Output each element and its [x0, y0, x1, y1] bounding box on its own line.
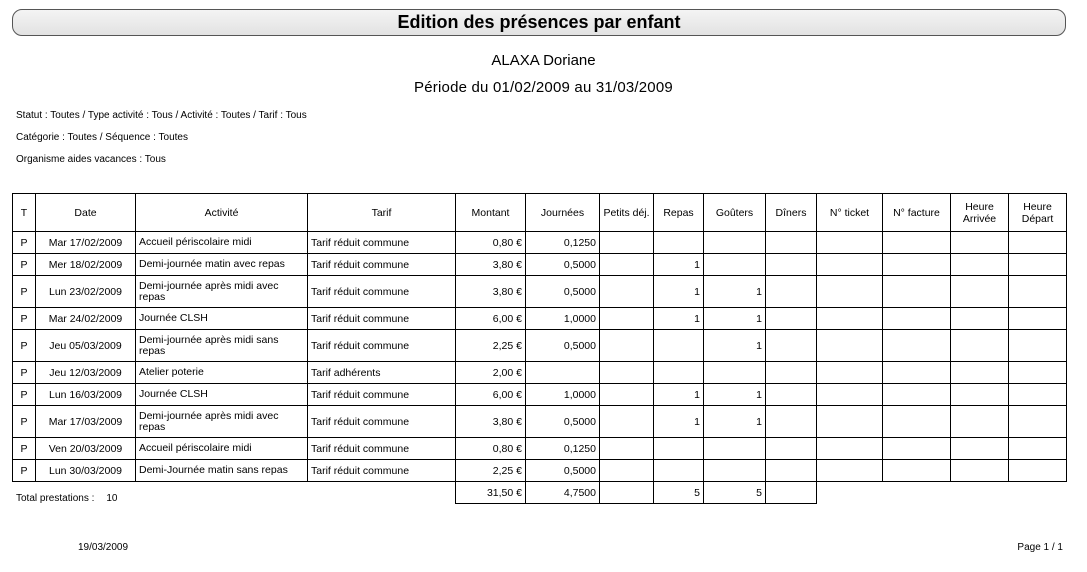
- cell-repas: 1: [654, 254, 704, 276]
- col-header-repas: Repas: [654, 194, 704, 232]
- cell-date: Jeu 12/03/2009: [36, 362, 136, 384]
- cell-petits-dej: [600, 276, 654, 308]
- cell-facture: [883, 232, 951, 254]
- col-header-tarif: Tarif: [308, 194, 456, 232]
- cell-date: Lun 30/03/2009: [36, 460, 136, 482]
- cell-gouters: [704, 460, 766, 482]
- cell-repas: 1: [654, 406, 704, 438]
- col-header-montant: Montant: [456, 194, 526, 232]
- cell-repas: [654, 438, 704, 460]
- cell-tarif: Tarif adhérents: [308, 362, 456, 384]
- cell-arrivee: [951, 276, 1009, 308]
- totals-spacer-right: [817, 482, 1067, 504]
- cell-diners: [766, 330, 817, 362]
- cell-ticket: [817, 254, 883, 276]
- cell-diners: [766, 254, 817, 276]
- cell-arrivee: [951, 254, 1009, 276]
- footer-date: 19/03/2009: [78, 542, 129, 553]
- cell-repas: [654, 232, 704, 254]
- cell-journees: 0,5000: [526, 460, 600, 482]
- cell-activite: Accueil périscolaire midi: [136, 232, 308, 254]
- cell-gouters: 1: [704, 330, 766, 362]
- cell-tarif: Tarif réduit commune: [308, 330, 456, 362]
- table-row: [13, 308, 1067, 330]
- cell-facture: [883, 308, 951, 330]
- cell-depart: [1009, 460, 1067, 482]
- cell-activite: Demi-Journée matin sans repas: [136, 460, 308, 482]
- cell-date: Ven 20/03/2009: [36, 438, 136, 460]
- cell-depart: [1009, 438, 1067, 460]
- cell-date: Mar 17/02/2009: [36, 232, 136, 254]
- cell-type: P: [13, 460, 36, 482]
- totals-row: [13, 482, 1067, 504]
- cell-arrivee: [951, 438, 1009, 460]
- cell-type: P: [13, 232, 36, 254]
- cell-arrivee: [951, 460, 1009, 482]
- cell-montant: 6,00 €: [456, 384, 526, 406]
- cell-tarif: Tarif réduit commune: [308, 232, 456, 254]
- total-montant: 31,50 €: [456, 482, 526, 504]
- cell-montant: 0,80 €: [456, 232, 526, 254]
- cell-depart: [1009, 362, 1067, 384]
- cell-date: Mar 17/03/2009: [36, 406, 136, 438]
- cell-diners: [766, 232, 817, 254]
- cell-gouters: 1: [704, 406, 766, 438]
- cell-activite: Demi-journée matin avec repas: [136, 254, 308, 276]
- table-row: [13, 460, 1067, 482]
- cell-diners: [766, 460, 817, 482]
- cell-journees: 1,0000: [526, 384, 600, 406]
- cell-arrivee: [951, 330, 1009, 362]
- cell-repas: 1: [654, 308, 704, 330]
- cell-depart: [1009, 254, 1067, 276]
- cell-date: Mer 18/02/2009: [36, 254, 136, 276]
- cell-petits-dej: [600, 438, 654, 460]
- cell-facture: [883, 438, 951, 460]
- cell-repas: [654, 362, 704, 384]
- cell-gouters: 1: [704, 308, 766, 330]
- table-row: [13, 254, 1067, 276]
- totals-label-text: Total prestations :: [16, 493, 95, 504]
- table-row: [13, 362, 1067, 384]
- cell-gouters: 1: [704, 384, 766, 406]
- cell-facture: [883, 276, 951, 308]
- report-title: Edition des présences par enfant: [12, 9, 1066, 36]
- cell-ticket: [817, 232, 883, 254]
- cell-petits-dej: [600, 254, 654, 276]
- cell-ticket: [817, 308, 883, 330]
- cell-gouters: [704, 232, 766, 254]
- col-header-activite: Activité: [136, 194, 308, 232]
- table-row: [13, 384, 1067, 406]
- report-period: Période du 01/02/2009 au 31/03/2009: [414, 79, 673, 96]
- cell-diners: [766, 406, 817, 438]
- cell-repas: 1: [654, 276, 704, 308]
- cell-gouters: [704, 254, 766, 276]
- cell-gouters: [704, 438, 766, 460]
- cell-depart: [1009, 276, 1067, 308]
- cell-type: P: [13, 438, 36, 460]
- cell-tarif: Tarif réduit commune: [308, 384, 456, 406]
- cell-type: P: [13, 308, 36, 330]
- cell-tarif: Tarif réduit commune: [308, 254, 456, 276]
- cell-ticket: [817, 384, 883, 406]
- col-header-ticket: N° ticket: [817, 194, 883, 232]
- cell-ticket: [817, 406, 883, 438]
- cell-montant: 3,80 €: [456, 276, 526, 308]
- cell-depart: [1009, 406, 1067, 438]
- attendance-table: [12, 193, 1067, 504]
- cell-tarif: Tarif réduit commune: [308, 460, 456, 482]
- cell-date: Mar 24/02/2009: [36, 308, 136, 330]
- cell-depart: [1009, 330, 1067, 362]
- cell-type: P: [13, 254, 36, 276]
- cell-activite: Atelier poterie: [136, 362, 308, 384]
- cell-depart: [1009, 384, 1067, 406]
- cell-journees: 0,5000: [526, 330, 600, 362]
- cell-activite: Demi-journée après midi avec repas: [136, 276, 308, 308]
- cell-arrivee: [951, 308, 1009, 330]
- cell-diners: [766, 438, 817, 460]
- cell-journees: [526, 362, 600, 384]
- totals-label: [16, 493, 118, 504]
- cell-ticket: [817, 362, 883, 384]
- cell-arrivee: [951, 362, 1009, 384]
- cell-petits-dej: [600, 406, 654, 438]
- cell-gouters: [704, 362, 766, 384]
- col-header-journees: Journées: [526, 194, 600, 232]
- cell-montant: 2,25 €: [456, 460, 526, 482]
- col-header-diners: Dîners: [766, 194, 817, 232]
- col-header-arrivee: Heure Arrivée: [951, 194, 1009, 232]
- total-gouters: 5: [704, 482, 766, 504]
- cell-facture: [883, 384, 951, 406]
- col-header-petits-dej: Petits déj.: [600, 194, 654, 232]
- cell-montant: 2,25 €: [456, 330, 526, 362]
- cell-activite: Journée CLSH: [136, 308, 308, 330]
- cell-montant: 6,00 €: [456, 308, 526, 330]
- table-row: [13, 438, 1067, 460]
- cell-activite: Journée CLSH: [136, 384, 308, 406]
- cell-repas: [654, 330, 704, 362]
- cell-diners: [766, 384, 817, 406]
- cell-journees: 1,0000: [526, 308, 600, 330]
- cell-tarif: Tarif réduit commune: [308, 308, 456, 330]
- cell-depart: [1009, 308, 1067, 330]
- totals-count: 10: [106, 493, 118, 504]
- table-row: [13, 232, 1067, 254]
- col-header-t: T: [13, 194, 36, 232]
- cell-journees: 0,5000: [526, 276, 600, 308]
- cell-journees: 0,1250: [526, 232, 600, 254]
- table-row: [13, 406, 1067, 438]
- filter-line-status: Statut : Toutes / Type activité : Tous / Activité : Toutes / Tarif : Tous: [16, 110, 307, 121]
- cell-arrivee: [951, 232, 1009, 254]
- cell-ticket: [817, 460, 883, 482]
- col-header-depart: Heure Départ: [1009, 194, 1067, 232]
- total-diners: [766, 482, 817, 504]
- cell-date: Lun 16/03/2009: [36, 384, 136, 406]
- cell-tarif: Tarif réduit commune: [308, 276, 456, 308]
- cell-journees: 0,5000: [526, 406, 600, 438]
- cell-petits-dej: [600, 232, 654, 254]
- cell-facture: [883, 406, 951, 438]
- cell-petits-dej: [600, 460, 654, 482]
- cell-activite: Accueil périscolaire midi: [136, 438, 308, 460]
- cell-repas: 1: [654, 384, 704, 406]
- cell-diners: [766, 362, 817, 384]
- cell-type: P: [13, 276, 36, 308]
- total-petits-dej: [600, 482, 654, 504]
- cell-montant: 3,80 €: [456, 406, 526, 438]
- cell-petits-dej: [600, 362, 654, 384]
- total-journees: 4,7500: [526, 482, 600, 504]
- col-header-gouters: Goûters: [704, 194, 766, 232]
- table-row: [13, 276, 1067, 308]
- cell-petits-dej: [600, 384, 654, 406]
- cell-petits-dej: [600, 330, 654, 362]
- table-row: [13, 330, 1067, 362]
- cell-ticket: [817, 438, 883, 460]
- cell-ticket: [817, 276, 883, 308]
- cell-montant: 3,80 €: [456, 254, 526, 276]
- cell-montant: 2,00 €: [456, 362, 526, 384]
- footer-page-number: Page 1 / 1: [1017, 542, 1063, 553]
- cell-activite: Demi-journée après midi sans repas: [136, 330, 308, 362]
- cell-type: P: [13, 384, 36, 406]
- cell-type: P: [13, 406, 36, 438]
- cell-diners: [766, 308, 817, 330]
- cell-tarif: Tarif réduit commune: [308, 406, 456, 438]
- cell-type: P: [13, 330, 36, 362]
- cell-petits-dej: [600, 308, 654, 330]
- cell-montant: 0,80 €: [456, 438, 526, 460]
- col-header-date: Date: [36, 194, 136, 232]
- child-name: ALAXA Doriane: [491, 52, 596, 69]
- total-repas: 5: [654, 482, 704, 504]
- cell-ticket: [817, 330, 883, 362]
- col-header-facture: N° facture: [883, 194, 951, 232]
- cell-diners: [766, 276, 817, 308]
- cell-facture: [883, 254, 951, 276]
- cell-depart: [1009, 232, 1067, 254]
- cell-arrivee: [951, 384, 1009, 406]
- cell-gouters: 1: [704, 276, 766, 308]
- cell-facture: [883, 460, 951, 482]
- cell-date: Jeu 05/03/2009: [36, 330, 136, 362]
- filter-line-category: Catégorie : Toutes / Séquence : Toutes: [16, 132, 188, 143]
- cell-type: P: [13, 362, 36, 384]
- cell-activite: Demi-journée après midi avec repas: [136, 406, 308, 438]
- filter-line-organism: Organisme aides vacances : Tous: [16, 154, 166, 165]
- cell-facture: [883, 362, 951, 384]
- cell-arrivee: [951, 406, 1009, 438]
- cell-repas: [654, 460, 704, 482]
- cell-tarif: Tarif réduit commune: [308, 438, 456, 460]
- cell-date: Lun 23/02/2009: [36, 276, 136, 308]
- cell-facture: [883, 330, 951, 362]
- cell-journees: 0,1250: [526, 438, 600, 460]
- cell-journees: 0,5000: [526, 254, 600, 276]
- table-header-row: [13, 194, 1067, 232]
